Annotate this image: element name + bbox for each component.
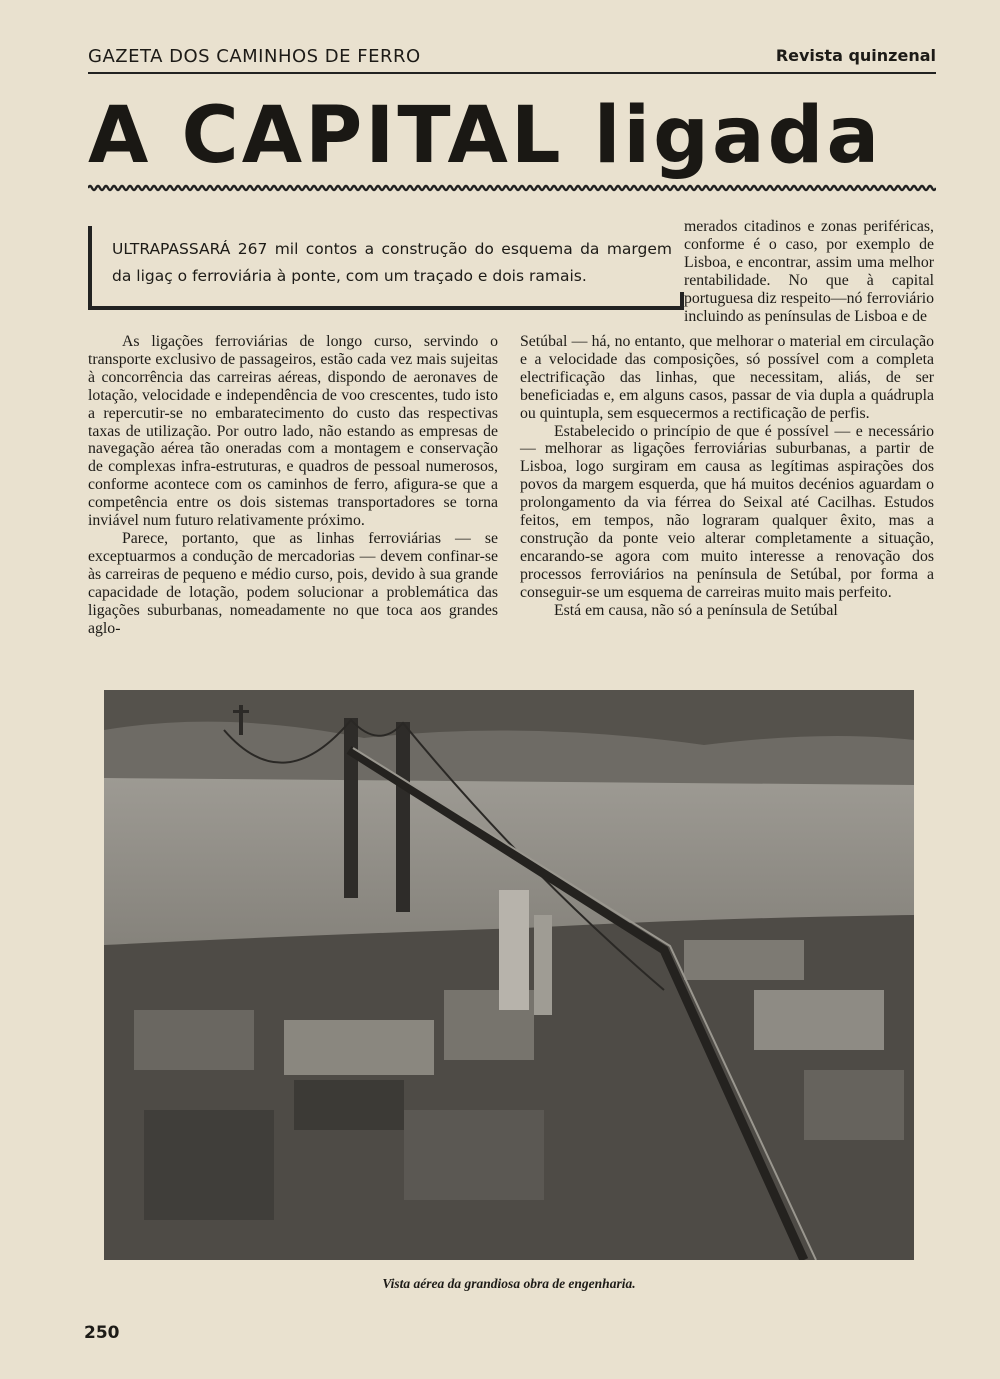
running-header — [88, 44, 936, 74]
page-number: 250 — [84, 1323, 120, 1343]
paragraph: Estabelecido o princípio de que é possível — e necessário — melhorar as ligações ferroviárias suburbanas, a partir de Lisboa, logo surgiram em causa as legítimas aspirações dos povos da margem esquerda, que há muitos decénios aguardam o prolongamento da via férrea do Seixal até Cacilhas. Estudos feitos, em tempos, não lograram qualquer êxito, mas a construção da ponte veio alterar completamente a situação, encarando-se agora com muito interesse a renovação dos processos ferroviários na península de Setúbal, por forma a conseguir-se um esquema de carreiras muito mais perfeito. — [520, 422, 934, 601]
lead-text: ULTRAPASSARÁ 267 mil contos a construção do esquema da margem da ligaç o ferroviária à ponte, com um traçado e dois ramais. — [112, 240, 672, 285]
paragraph: Setúbal — há, no entanto, que melhorar o material em circulação e a velocidade das composições, só possível com a completa electrificação das linhas, que necessitam, aliás, de ser beneficiadas e, em alguns casos, passar de via dupla a quádrupla ou quintupla, sem esquecermos a rectificação de perfis. — [520, 333, 934, 422]
paragraph: merados citadinos e zonas periféricas, conforme é o caso, por exemplo de Lisboa, e encontrar, assim uma melhor rentabilidade. No que à capital portuguesa diz respeito—nó ferroviário incluindo as penínsulas de Lisboa e de — [684, 218, 934, 325]
column-right-top — [684, 218, 934, 325]
paragraph: As ligações ferroviárias de longo curso, servindo o transporte exclusivo de passageiros, estão cada vez mais sujeitas à concorrência das carreiras aéreas, dispondo de aeronaves de lotação, velocidade e independência de voo crescentes, tudo isto a repercutir-se no embaratecimento do custo das respectivas taxas de utilização. Por outro lado, não estando as empresas de navegação aérea tão oneradas com a montagem e conservação de complexas infra-estruturas, e quadros de pessoal numerosos, conforme acontece com os caminhos de ferro, afigura-se que a competência entre os dois sistemas transportadores se torna inviável num futuro relativamente próximo. — [88, 333, 498, 530]
paragraph: Está em causa, não só a península de Setúbal — [554, 601, 838, 619]
column-right — [520, 333, 934, 620]
photo-caption: Vista aérea da grandiosa obra de engenharia. — [382, 1276, 636, 1291]
wavy-divider — [88, 183, 936, 193]
lead-box — [88, 226, 680, 310]
periodicity-label: Revista quinzenal — [775, 46, 936, 65]
paragraph: Parece, portanto, que as linhas ferroviárias — se exceptuarmos a condução de mercadorias — devem confinar-se às carreiras de pequeno e médio curso, pois, devido à sua grande capacidade de lotação, podem solucionar a problemática das ligações suburbanas, nomeadamente no que toca aos grandes aglo- — [88, 529, 498, 637]
column-left — [88, 333, 498, 637]
article-title: A CAPITAL ligada — [88, 91, 883, 181]
aerial-bridge-photo — [104, 690, 914, 1260]
publication-name: GAZETA DOS CAMINHOS DE FERRO — [88, 46, 421, 67]
bridge-photo-illustration — [104, 690, 914, 1260]
